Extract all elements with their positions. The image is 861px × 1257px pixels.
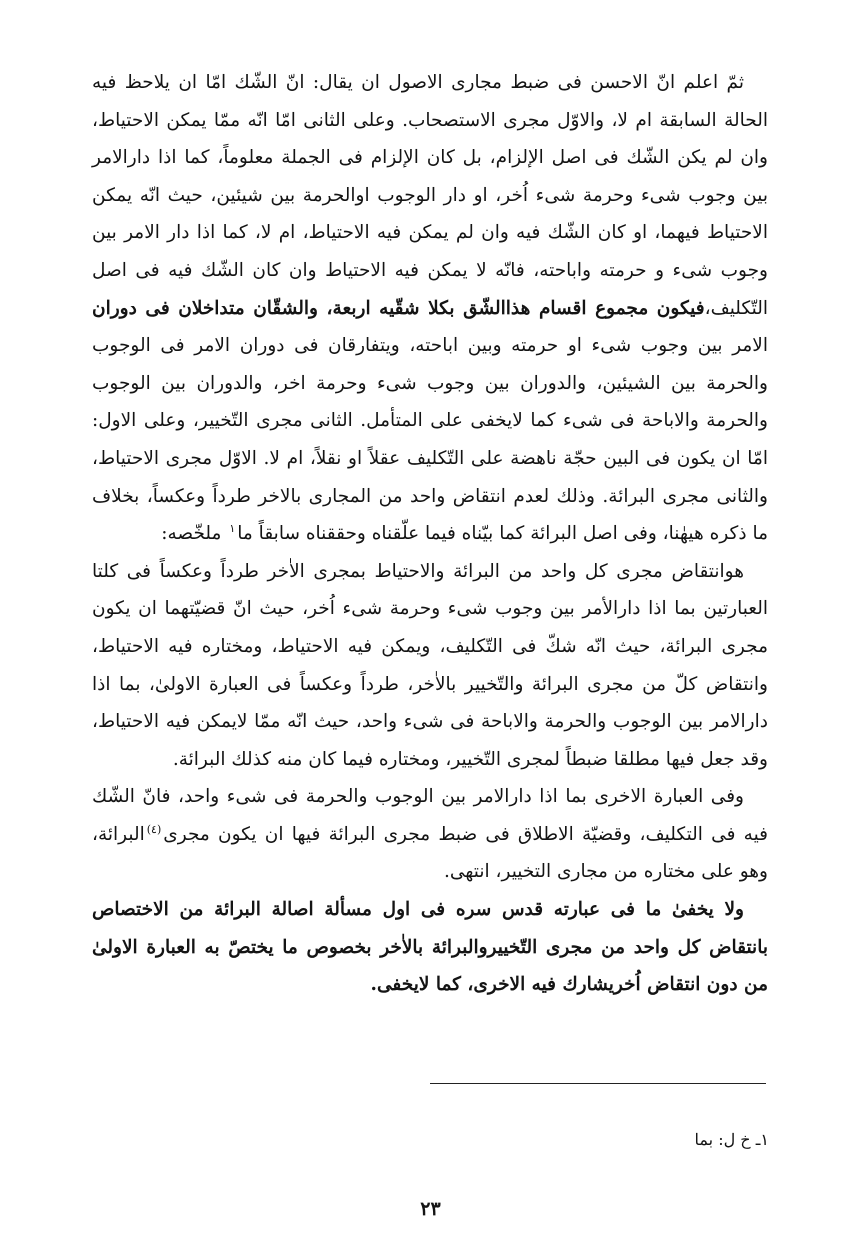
paragraph-1-text-after: الامر بین وجوب شیء او حرمته وبین اباحته، ویتفارقان فی دوران الامر فی الوجوب والحرمة بین الشیئین، والدوران بین وجوب شیء وحرمة اخر، والدوران بین الوجوب والحرمة والاباحة فی شیء كما لایخفی علی المتأمل. الثانی مجری التّخییر، وعلی الاول: امّا ان یكون فی البین حجّة ناهضة علی التّكلیف عقلاً او نقلاً، ام لا. الاوّل مجری الاحتیاط، والثانی مجری البرائة. وذلك لعدم انتقاض واحد من المجاری بالاخر طرداً وعكساً، بخلاف ما ذكره هیهٰنا، وفی اصل البرائة كما بیّناه فیما علّقناه وحققناه سابقاً ما <box>92 335 768 545</box>
paragraph-1 <box>92 64 768 553</box>
paragraph-3 <box>92 778 768 891</box>
paragraph-1-bold-text: فیكون مجموع اقسام هذاالشّق بكلا شقّیه اربعة، والشقّان متداخلان فی دوران <box>92 297 705 319</box>
paragraph-3-text-end: البرائة، وهو علی مختاره من مجاری التخییر، انتهی. <box>92 823 768 883</box>
paragraph-1-text: ثمّ اعلم انّ الاحسن فی ضبط مجاری الاصول ان یقال: انّ الشّك امّا ان یلاحظ فیه الحالة السابقة ام لا، والاوّل مجری الاستصحاب. وعلی الثانی امّا انّه ممّا یمكن الاحتیاط، وان لم یكن الشّك فی اصل الإلزام، بل كان الإلزام فی الجملة معلوماً، كما اذا دارالامر بین وجوب شیء وحرمة شیء اُخر، او دار الوجوب اوالحرمة بین شیئین، حیث انّه یمكن الاحتیاط فیهما، او كان الشّك فیه وان لم یمكن فیه الاحتیاط، ام لا، كما اذا دار الامر بین وجوب شیء و حرمته واباحته، فانّه لا یمكن فیه الاحتیاط وان كان الشّك فیه فی اصل التّكلیف، <box>92 72 768 319</box>
footnote-divider <box>430 1083 766 1084</box>
main-text-block <box>92 64 768 1004</box>
paragraph-1-text-end: ملخّصه: <box>161 523 228 545</box>
paragraph-4-text: ولا یخفیٰ ما فی عبارته قدس سره فی اول مسألة اصالة البرائة من الاختصاص بانتقاض كل واحد من مجری التّخییروالبرائة بالاٰخر بخصوص ما یختصّ به العبارة الاولیٰ من دون انتقاض اُخریشارك فیه الاخری، كما لایخفی. <box>92 899 768 996</box>
paragraph-4 <box>92 891 768 1004</box>
paragraph-2 <box>92 553 768 779</box>
paragraph-2-text: هوانتقاض مجری كل واحد من البرائة والاحتیاط بمجری الاٰخر طرداً وعكساً فی كلتا العبارتین بما اذا دارالأمر بین وجوب شیء وحرمة شیء اُخر، حیث انّ قضیّتهما ان یكون مجری البرائة، حیث انّه شكّ فی التّكلیف، ویمكن فیه الاحتیاط، ومختاره فیه الاحتیاط، وانتقاض كلّ من مجری البرائة والتّخییر بالاٰخر، طرداً وعكساً فی العبارة الاولیٰ، بما اذا دارالامر بین الوجوب والحرمة والاباحة فی شیء واحد، حیث انّه ممّا لایمكن فیه الاحتیاط، وقد جعل فیها مطلقا ضبطاً لمجری التّخییر، ومختاره فیما كان منه كذلك البرائة. <box>92 560 768 770</box>
footnote: ١ـ خ ل: بما <box>694 1130 769 1149</box>
editor-note-reference: (٤) <box>146 822 162 836</box>
paragraph-3-text: وفی العبارة الاخری بما اذا دارالامر بین الوجوب والحرمة فی شیء واحد، فانّ الشّك فیه فی التكلیف، وقضیّة الاطلاق فی ضبط مجری البرائة فیها ان یكون مجری <box>92 786 768 845</box>
footnote-reference: ١ <box>229 521 236 535</box>
page-number: ٢٣ <box>420 1198 441 1220</box>
